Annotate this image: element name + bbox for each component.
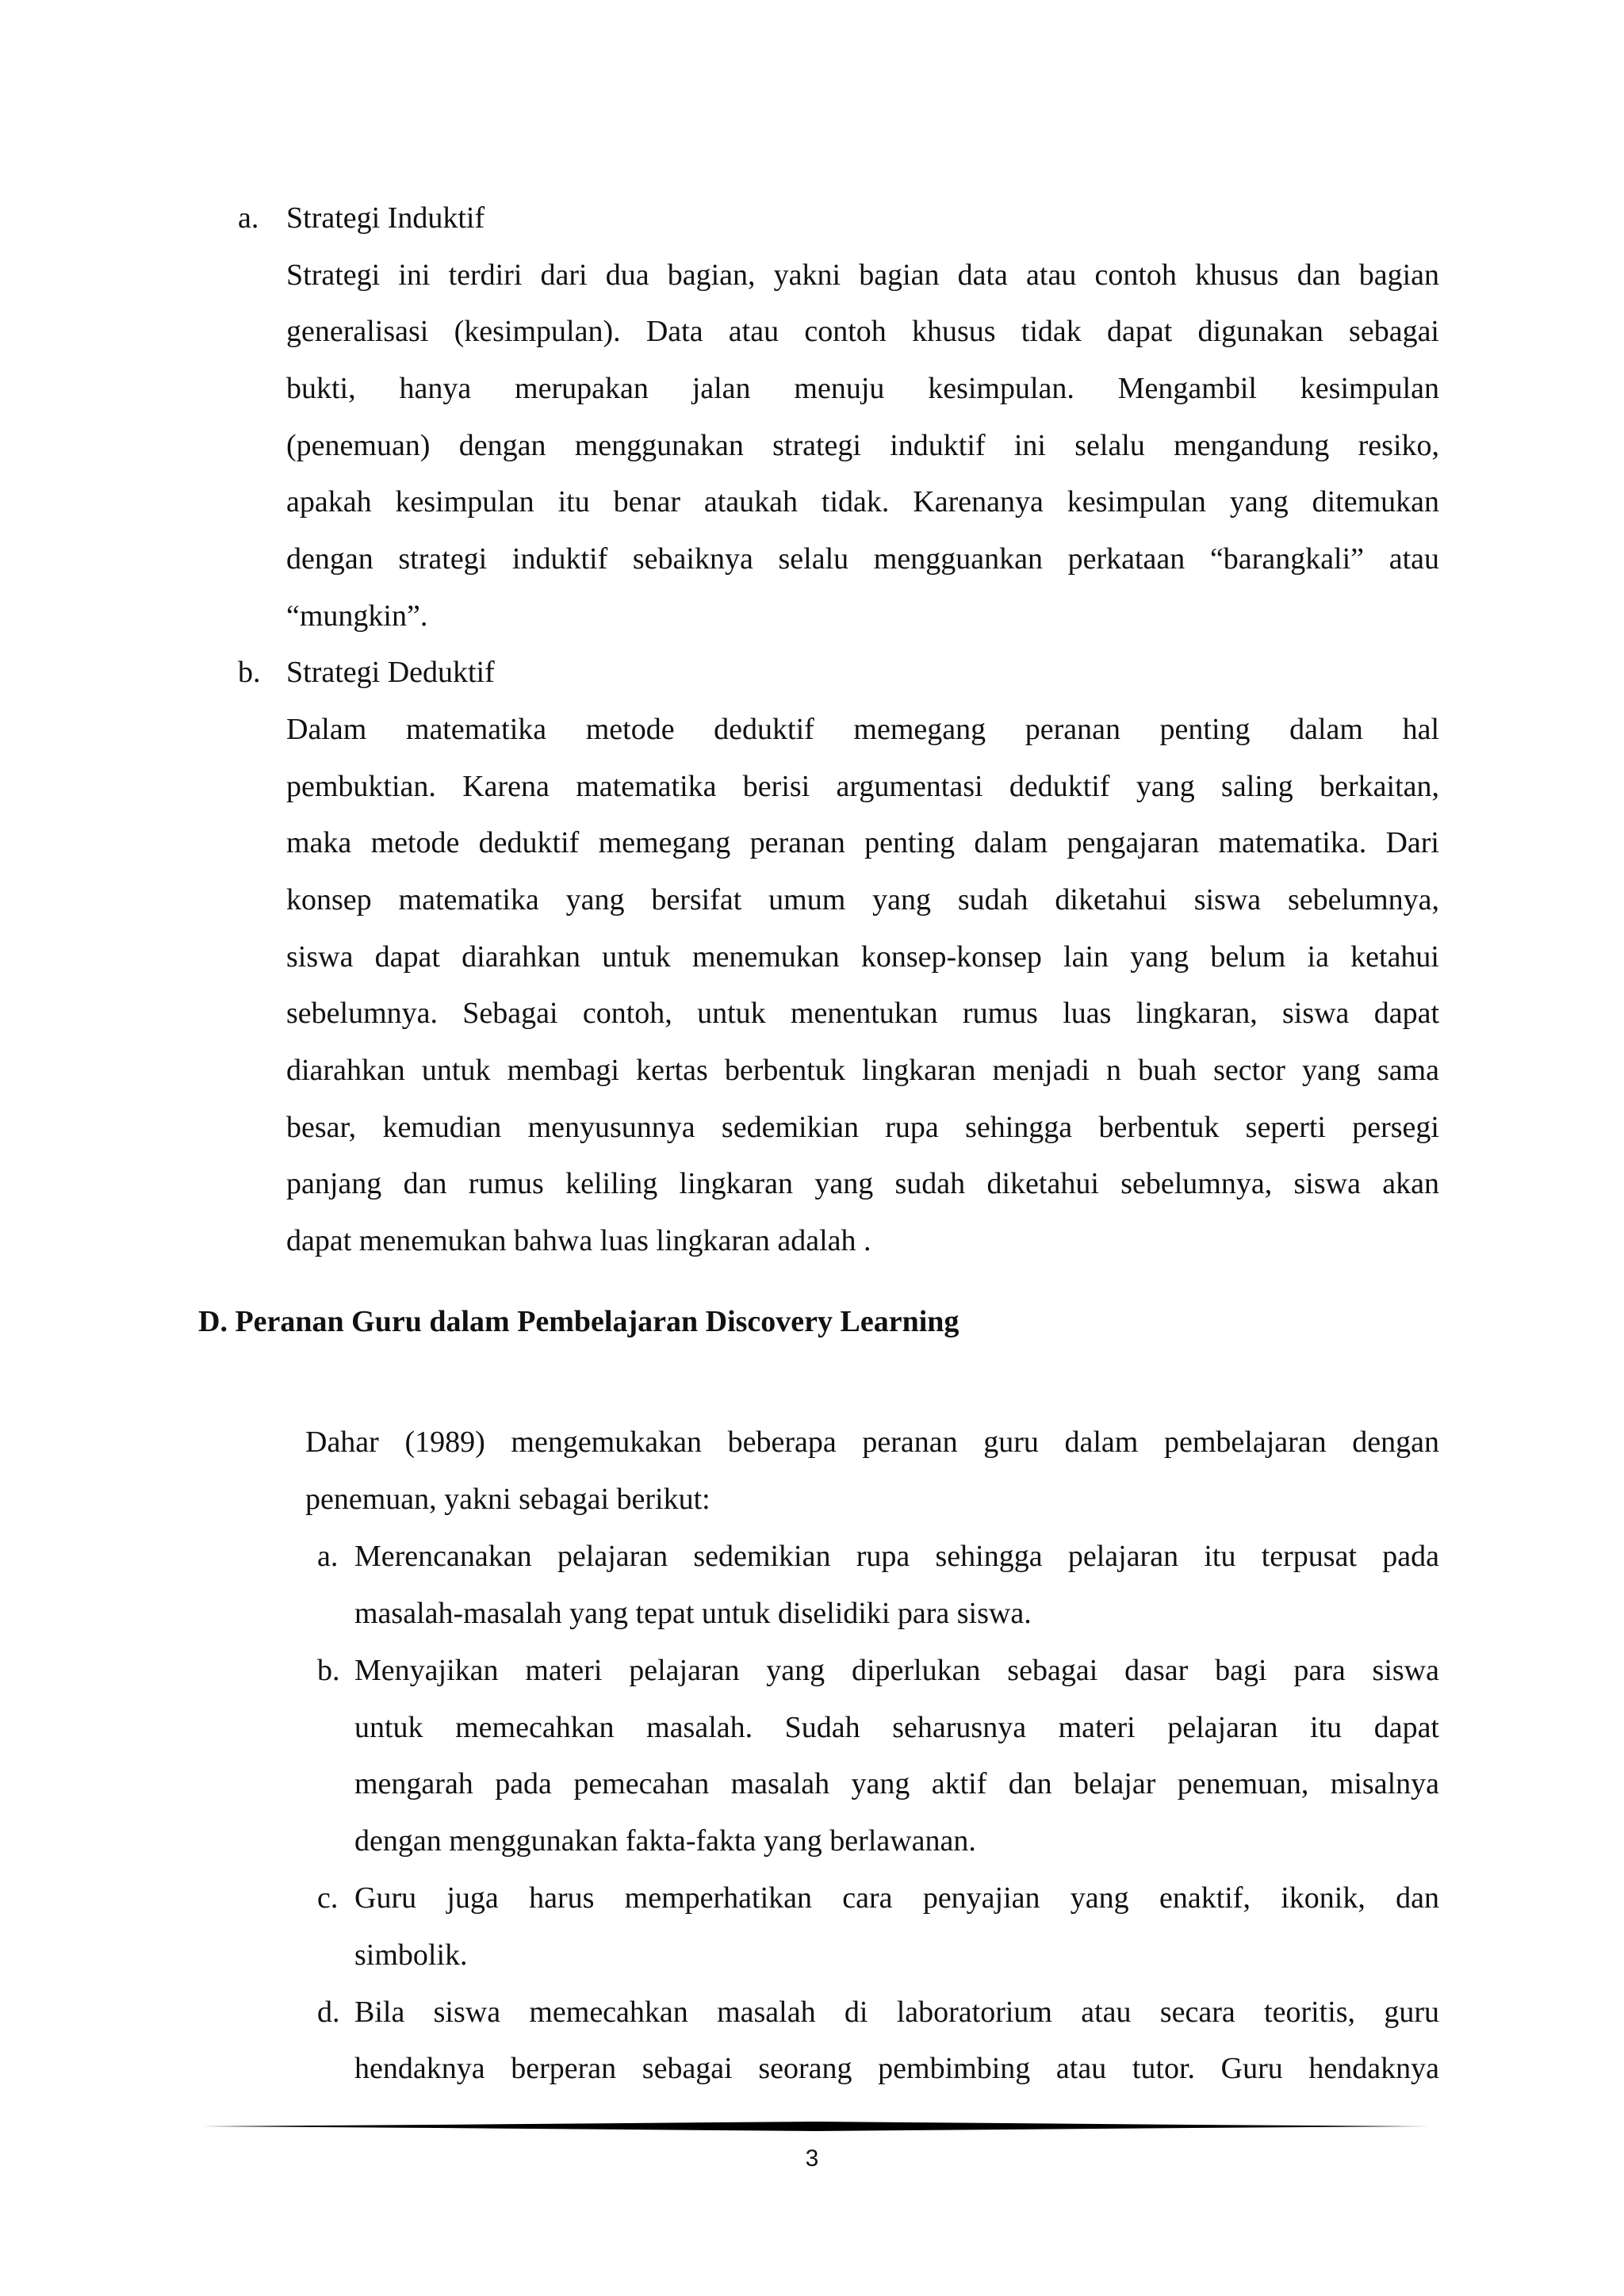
- paragraph-line: diarahkan untuk membagi kertas berbentuk lingkaran menjadi n buah sector yang sama: [286, 1054, 1439, 1087]
- list-marker-b: b.: [317, 1654, 340, 1687]
- intro-line: Dahar (1989) mengemukakan beberapa peranan guru dalam pembelajaran dengan: [305, 1425, 1439, 1459]
- list-marker-c: c.: [317, 1881, 339, 1915]
- paragraph-line: Dalam matematika metode deduktif memegang peranan penting dalam hal: [286, 713, 1439, 746]
- paragraph-line: bukti, hanya merupakan jalan menuju kesimpulan. Mengambil kesimpulan: [286, 372, 1439, 405]
- list-item-line: masalah-masalah yang tepat untuk diselidiki para siswa.: [354, 1597, 1032, 1630]
- paragraph-line: “mungkin”.: [286, 599, 428, 633]
- paragraph-line: siswa dapat diarahkan untuk menemukan konsep-konsep lain yang belum ia ketahui: [286, 940, 1439, 974]
- list-marker-a: a.: [238, 201, 259, 235]
- paragraph-line: (penemuan) dengan menggunakan strategi induktif ini selalu mengandung resiko,: [286, 429, 1439, 462]
- list-item-line: hendaknya berperan sebagai seorang pembimbing atau tutor. Guru hendaknya: [354, 2052, 1439, 2085]
- section-heading: D. Peranan Guru dalam Pembelajaran Discovery Learning: [198, 1305, 959, 1338]
- list-item-line: dengan menggunakan fakta-fakta yang berlawanan.: [354, 1824, 976, 1858]
- paragraph-line: sebelumnya. Sebagai contoh, untuk menentukan rumus luas lingkaran, siswa dapat: [286, 997, 1439, 1030]
- list-item-line: Menyajikan materi pelajaran yang diperlukan sebagai dasar bagi para siswa: [354, 1654, 1439, 1687]
- intro-line: penemuan, yakni sebagai berikut:: [305, 1483, 710, 1516]
- paragraph-line: Strategi ini terdiri dari dua bagian, yakni bagian data atau contoh khusus dan bagian: [286, 258, 1439, 292]
- paragraph-line: pembuktian. Karena matematika berisi argumentasi deduktif yang saling berkaitan,: [286, 770, 1439, 803]
- paragraph-line: dapat menemukan bahwa luas lingkaran adalah .: [286, 1224, 871, 1257]
- footer-divider: [198, 2121, 1431, 2132]
- list-marker-b: b.: [238, 656, 261, 689]
- list-item-line: simbolik.: [354, 1938, 468, 1972]
- paragraph-line: generalisasi (kesimpulan). Data atau contoh khusus tidak dapat digunakan sebagai: [286, 315, 1439, 348]
- list-item-line: Merencanakan pelajaran sedemikian rupa sehingga pelajaran itu terpusat pada: [354, 1540, 1439, 1573]
- page-number: 3: [805, 2145, 819, 2172]
- paragraph-line: dengan strategi induktif sebaiknya selalu mengguankan perkataan “barangkali” atau: [286, 542, 1439, 576]
- item-title-strategi-deduktif: Strategi Deduktif: [286, 656, 495, 689]
- list-item-line: untuk memecahkan masalah. Sudah seharusnya materi pelajaran itu dapat: [354, 1711, 1439, 1744]
- paragraph-line: panjang dan rumus keliling lingkaran yang sudah diketahui sebelumnya, siswa akan: [286, 1167, 1439, 1200]
- paragraph-line: konsep matematika yang bersifat umum yang sudah diketahui siswa sebelumnya,: [286, 883, 1439, 916]
- list-marker-d: d.: [317, 1996, 340, 2029]
- item-title-strategi-induktif: Strategi Induktif: [286, 201, 485, 235]
- paragraph-line: maka metode deduktif memegang peranan penting dalam pengajaran matematika. Dari: [286, 826, 1439, 859]
- list-marker-a: a.: [317, 1540, 339, 1573]
- paragraph-line: besar, kemudian menyusunnya sedemikian rupa sehingga berbentuk seperti persegi: [286, 1111, 1439, 1144]
- list-item-line: Bila siswa memecahkan masalah di laboratorium atau secara teoritis, guru: [354, 1996, 1439, 2029]
- list-item-line: Guru juga harus memperhatikan cara penyajian yang enaktif, ikonik, dan: [354, 1881, 1439, 1915]
- list-item-line: mengarah pada pemecahan masalah yang aktif dan belajar penemuan, misalnya: [354, 1767, 1439, 1800]
- paragraph-line: apakah kesimpulan itu benar ataukah tidak. Karenanya kesimpulan yang ditemukan: [286, 485, 1439, 519]
